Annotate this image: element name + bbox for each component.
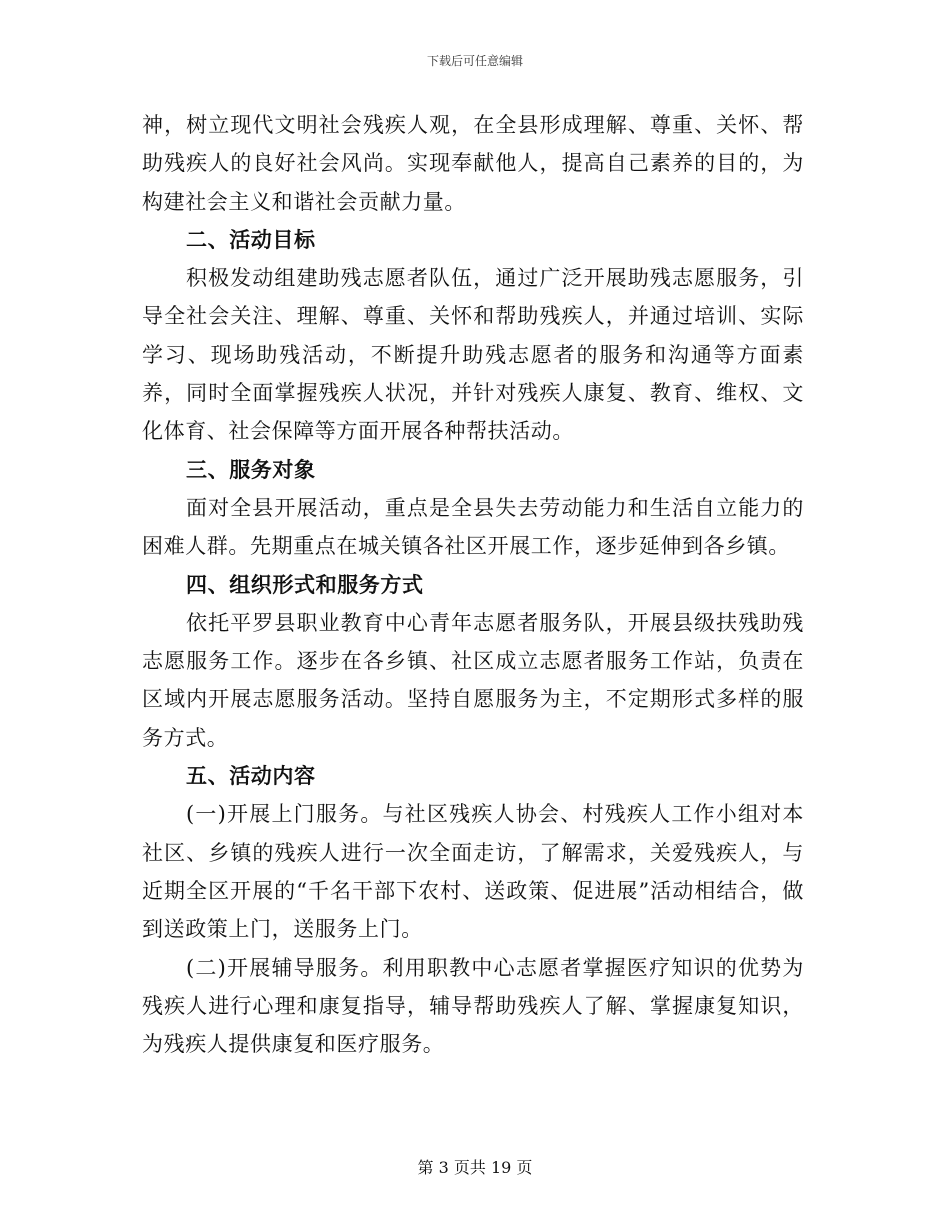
page-header: 下载后可任意编辑 (426, 54, 523, 68)
paragraph-activity-counseling: (二)开展辅导服务。利用职教中心志愿者掌握医疗知识的优势为残疾人进行心理和康复指导，辅导帮助残疾人了解、掌握康复知识，为残疾人提供康复和医疗服务。 (142, 955, 804, 1057)
paragraph-activity-home-service: (一)开展上门服务。与社区残疾人协会、村残疾人工作小组对本社区、乡镇的残疾人进行一次全面走访，了解需求，关爱残疾人，与近期全区开展的“千名干部下农村、送政策、促进展”活动相结合，做到送政策上门，送服务上门。 (142, 802, 804, 942)
document-body (142, 106, 804, 1063)
section-heading-goals: 二、活动目标 (186, 226, 316, 252)
section-heading-organization: 四、组织形式和服务方式 (186, 571, 424, 597)
paragraph-goals: 积极发动组建助残志愿者队伍，通过广泛开展助残志愿服务，引导全社会关注、理解、尊重、关怀和帮助残疾人，并通过培训、实际学习、现场助残活动，不断提升助残志愿者的服务和沟通等方面素养，同时全面掌握残疾人状况，并针对残疾人康复、教育、维权、文化体育、社会保障等方面开展各种帮扶活动。 (142, 266, 804, 444)
page-number-footer: 第 3 页共 19 页 (417, 1158, 533, 1177)
section-heading-activities: 五、活动内容 (186, 763, 316, 789)
paragraph-organization: 依托平罗县职业教育中心青年志愿者服务队，开展县级扶残助残志愿服务工作。逐步在各乡镇、社区成立志愿者服务工作站，负责在区域内开展志愿服务活动。坚持自愿服务为主，不定期形式多样的服务方式。 (142, 610, 804, 750)
paragraph-service-targets: 面对全县开展活动，重点是全县失去劳动能力和生活自立能力的困难人群。先期重点在城关镇各社区开展工作，逐步延伸到各乡镇。 (142, 495, 804, 559)
section-heading-service-targets: 三、服务对象 (186, 456, 316, 482)
paragraph-intro-continuation: 神，树立现代文明社会残疾人观，在全县形成理解、尊重、关怀、帮助残疾人的良好社会风尚。实现奉献他人，提高自己素养的目的，为构建社会主义和谐社会贡献力量。 (142, 113, 804, 214)
